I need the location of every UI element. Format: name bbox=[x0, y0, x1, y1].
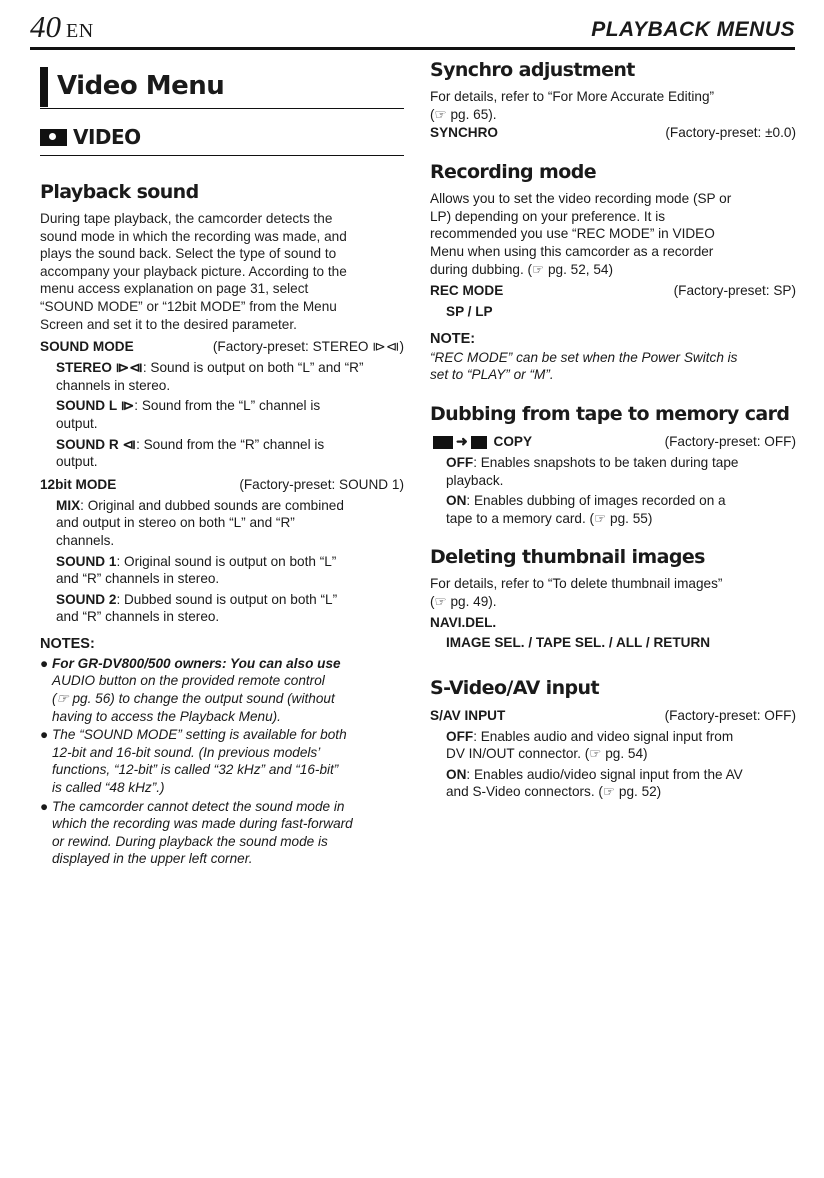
bit-mode-preset: (Factory-preset: SOUND 1) bbox=[239, 476, 404, 492]
deleting-heading: Deleting thumbnail images bbox=[430, 546, 705, 569]
option-label: STEREO ⧐⧏ bbox=[56, 360, 143, 376]
note-text: displayed in the upper left corner. bbox=[52, 851, 253, 867]
option-text: output. bbox=[56, 454, 98, 470]
sound-mode-options bbox=[40, 359, 404, 471]
copy-row bbox=[430, 432, 796, 451]
notes-heading: NOTES: bbox=[40, 635, 95, 652]
option-item bbox=[56, 397, 404, 432]
playback-sound-paragraph bbox=[40, 210, 404, 333]
text-line: plays the sound back. Select the type of sound to bbox=[40, 246, 337, 262]
dubbing-heading: Dubbing from tape to memory card bbox=[430, 402, 790, 425]
menu-title-bar bbox=[40, 67, 48, 107]
svideo-heading: S-Video/AV input bbox=[430, 676, 599, 699]
navi-del-name: NAVI.DEL. bbox=[430, 614, 497, 630]
text-line: “SOUND MODE” or “12bit MODE” from the Menu bbox=[40, 298, 337, 314]
rec-mode-values: SP / LP bbox=[446, 304, 493, 320]
text-line: (☞ pg. 49). bbox=[430, 593, 497, 609]
page-header bbox=[30, 10, 795, 46]
video-tag bbox=[40, 124, 404, 150]
option-text: : Enables audio and video signal input from bbox=[473, 728, 734, 744]
option-item bbox=[446, 492, 796, 527]
right-column bbox=[430, 58, 796, 801]
note-heading: NOTE: bbox=[430, 330, 476, 347]
option-text: : Enables audio/video signal input from the AV bbox=[466, 766, 743, 782]
note-text: For GR-DV800/500 owners: You can also use bbox=[52, 655, 341, 671]
text-line: Allows you to set the video recording mode (SP or bbox=[430, 191, 732, 207]
section-title: PLAYBACK MENUS bbox=[591, 18, 795, 41]
copy-label: COPY bbox=[493, 433, 533, 449]
text-line: menu access explanation on page 31, select bbox=[40, 281, 309, 297]
note-text: AUDIO button on the provided remote control bbox=[52, 673, 325, 689]
bit-mode-name: 12bit MODE bbox=[40, 476, 117, 492]
option-text: : Enables snapshots to be taken during tape bbox=[473, 454, 739, 470]
bullet-icon: ● bbox=[40, 655, 49, 671]
navi-del-values: IMAGE SEL. / TAPE SEL. / ALL / RETURN bbox=[446, 635, 711, 651]
language-label: EN bbox=[66, 20, 94, 42]
option-item bbox=[56, 436, 404, 471]
text-line: accompany your playback picture. According to the bbox=[40, 263, 347, 279]
option-text: channels. bbox=[56, 532, 115, 548]
option-item bbox=[446, 454, 796, 489]
sound-mode-preset: (Factory-preset: STEREO ⧐⧏) bbox=[212, 339, 404, 355]
option-label: OFF bbox=[446, 454, 474, 470]
text-line: For details, refer to “For More Accurate Editing” bbox=[430, 89, 715, 104]
note-item bbox=[40, 726, 404, 796]
video-label: VIDEO bbox=[73, 125, 141, 149]
note-text: or rewind. During playback the sound mode is bbox=[52, 833, 328, 849]
synchro-name: SYNCHRO bbox=[430, 125, 498, 141]
text-line: recommended you use “REC MODE” in VIDEO bbox=[430, 226, 715, 242]
option-text: and “R” channels in stereo. bbox=[56, 609, 220, 625]
text-line: Screen and set it to the desired parameter. bbox=[40, 316, 297, 332]
bullet-icon: ● bbox=[40, 727, 49, 743]
note-text: set to “PLAY” or “M”. bbox=[430, 367, 554, 383]
rec-mode-name: REC MODE bbox=[430, 283, 504, 299]
option-text: : Sound is output on both “L” and “R” bbox=[142, 360, 364, 376]
text-line: LP) depending on your preference. It is bbox=[430, 208, 666, 224]
menu-title-rule bbox=[40, 108, 404, 109]
option-item bbox=[446, 728, 796, 763]
synchro-heading: Synchro adjustment bbox=[430, 59, 635, 81]
synchro-preset: (Factory-preset: ±0.0) bbox=[665, 125, 796, 141]
sound-mode-name: SOUND MODE bbox=[40, 339, 134, 355]
note-item bbox=[40, 655, 404, 725]
page-number: 40 EN bbox=[30, 9, 94, 44]
text-line: Menu when using this camcorder as a recorder bbox=[430, 243, 714, 259]
option-text: and output in stereo on both “L” and “R” bbox=[56, 515, 295, 531]
camera-icon bbox=[40, 129, 67, 146]
option-text: and “R” channels in stereo. bbox=[56, 571, 220, 587]
bit-mode-row bbox=[40, 475, 404, 494]
copy-preset: (Factory-preset: OFF) bbox=[664, 433, 796, 449]
sound-mode-row bbox=[40, 337, 404, 356]
rec-mode-preset: (Factory-preset: SP) bbox=[673, 283, 796, 299]
note-text: “REC MODE” can be set when the Power Switch is bbox=[430, 349, 738, 365]
menu-title-block bbox=[40, 64, 404, 108]
memory-card-icon bbox=[471, 436, 487, 449]
option-text: : Original and dubbed sounds are combined bbox=[80, 497, 344, 513]
playback-sound-heading: Playback sound bbox=[40, 181, 199, 203]
option-label: MIX bbox=[56, 497, 81, 513]
option-text: : Sound from the “L” channel is bbox=[134, 398, 321, 414]
sav-input-name: S/AV INPUT bbox=[430, 707, 506, 723]
option-item bbox=[446, 766, 796, 801]
option-label: SOUND 2 bbox=[56, 591, 117, 607]
text-line: during dubbing. (☞ pg. 52, 54) bbox=[430, 261, 613, 277]
option-text: tape to a memory card. (☞ pg. 55) bbox=[446, 510, 653, 526]
option-label: SOUND R ⧏ bbox=[56, 436, 137, 452]
note-item bbox=[40, 798, 404, 868]
note-text: which the recording was made during fast-forward bbox=[52, 816, 353, 832]
copy-name bbox=[430, 432, 532, 451]
arrow-right-icon: ➜ bbox=[456, 432, 468, 449]
option-text: : Sound from the “R” channel is bbox=[136, 436, 325, 452]
option-label: ON bbox=[446, 766, 467, 782]
header-rule bbox=[30, 47, 795, 50]
left-column bbox=[40, 58, 404, 868]
sav-input-row bbox=[430, 706, 796, 725]
note-text: is called “48 kHz”.) bbox=[52, 780, 165, 796]
option-text: : Original sound is output on both “L” bbox=[116, 553, 337, 569]
sav-input-options bbox=[430, 728, 796, 801]
text-line: (☞ pg. 65). bbox=[430, 106, 497, 122]
bullet-icon: ● bbox=[40, 798, 49, 814]
note-text: having to access the Playback Menu). bbox=[52, 708, 281, 724]
note-text: 12-bit and 16-bit sound. (In previous models’ bbox=[52, 744, 321, 760]
note-text: (☞ pg. 56) to change the output sound (without bbox=[52, 691, 335, 707]
option-label: ON bbox=[446, 493, 467, 509]
option-text: and S-Video connectors. (☞ pg. 52) bbox=[446, 784, 662, 800]
text-line: sound mode in which the recording was made, and bbox=[40, 228, 347, 244]
note-text: The camcorder cannot detect the sound mode in bbox=[52, 798, 345, 814]
option-text: playback. bbox=[446, 472, 504, 488]
rec-mode-row bbox=[430, 281, 796, 300]
option-item bbox=[56, 553, 404, 588]
text-line: During tape playback, the camcorder detects the bbox=[40, 211, 333, 226]
note-text: functions, “12-bit” is called “32 kHz” and “16-bit” bbox=[52, 762, 339, 778]
option-item bbox=[56, 359, 404, 394]
option-text: : Dubbed sound is output on both “L” bbox=[116, 591, 338, 607]
recording-mode-heading: Recording mode bbox=[430, 161, 596, 184]
option-item bbox=[56, 591, 404, 626]
bit-mode-options bbox=[40, 497, 404, 626]
copy-options bbox=[430, 454, 796, 527]
sav-input-preset: (Factory-preset: OFF) bbox=[664, 707, 796, 723]
option-label: SOUND 1 bbox=[56, 553, 117, 569]
option-label: OFF bbox=[446, 728, 474, 744]
note-text: The “SOUND MODE” setting is available for both bbox=[52, 727, 347, 743]
option-item bbox=[56, 497, 404, 550]
option-text: DV IN/OUT connector. (☞ pg. 54) bbox=[446, 746, 648, 762]
option-text: : Enables dubbing of images recorded on a bbox=[466, 493, 726, 509]
menu-title: Video Menu bbox=[57, 71, 225, 101]
option-label: SOUND L ⧐ bbox=[56, 398, 135, 414]
option-text: channels in stereo. bbox=[56, 377, 171, 393]
synchro-row bbox=[430, 123, 796, 142]
option-text: output. bbox=[56, 415, 98, 431]
camera-icon bbox=[433, 436, 453, 449]
text-line: For details, refer to “To delete thumbnail images” bbox=[430, 576, 723, 592]
